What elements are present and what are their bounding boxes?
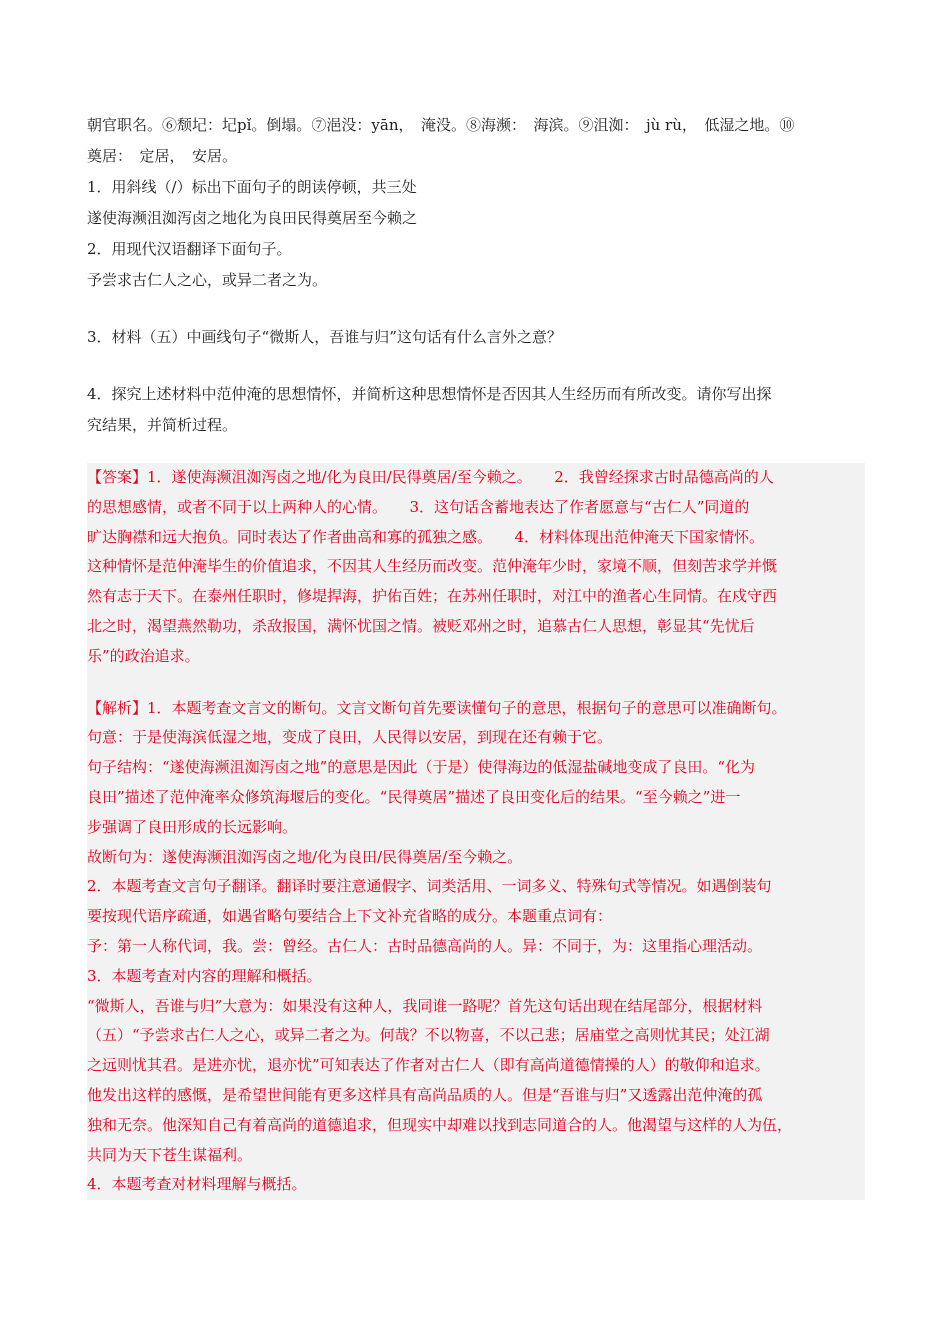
analysis-line: 共同为天下苍生谋福利。: [87, 1145, 253, 1164]
analysis-line: 2．本题考查文言句子翻译。翻译时要注意通假字、词类活用、一词多义、特殊句式等情况。如遇倒装句: [87, 877, 772, 896]
answer-line: 旷达胸襟和远大抱负。同时表达了作者曲高和寡的孤独之感。 4．材料体现出范仲淹天下国家情怀。: [87, 527, 765, 546]
analysis-line: 3．本题考查对内容的理解和概括。: [87, 966, 322, 985]
answer-line: 北之时，渴望燕然勒功，杀敌报国，满怀忧国之情。被贬邓州之时，追慕古仁人思想，彰显其“先忧后: [87, 616, 755, 635]
answer-line: 乐”的政治追求。: [87, 646, 200, 665]
analysis-line: 步强调了良田形成的长远影响。: [87, 817, 298, 836]
question-3: 3．材料（五）中画线句子“微斯人，吾谁与归”这句话有什么言外之意？: [87, 328, 562, 346]
question-2: 2．用现代汉语翻译下面句子。: [87, 240, 292, 258]
answer-line: 这种情怀是范仲淹毕生的价值追求，不因其人生经历而改变。范仲淹年少时，家境不顺，但刻苦求学并慨: [87, 557, 778, 576]
analysis-line: 他发出这样的感慨，是希望世间能有更多这样具有高尚品质的人。但是“吾谁与归”又透露出范仲淹的孤: [87, 1085, 763, 1104]
spacer: [87, 296, 865, 322]
analysis-line: 【解析】1．本题考查文言文的断句。文言文断句首先要读懂句子的意思，根据句子的意思可以准确断句。: [87, 698, 787, 717]
answer-analysis-block: [87, 463, 865, 1200]
question-1: 1．用斜线（/）标出下面句子的朗读停顿，共三处: [87, 178, 417, 196]
spacer: [87, 672, 865, 694]
spacer: [87, 441, 865, 463]
spacer: [87, 353, 865, 379]
question-2-sentence: 予尝求古仁人之心，或异二者之为。: [87, 271, 328, 289]
analysis-line: 良田”描述了范仲淹率众修筑海堰后的变化。“民得奠居”描述了良田变化后的结果。“至今赖之”进一: [87, 787, 741, 806]
answer-line: 的思想感情，或者不同于以上两种人的心情。 3．这句话含蓄地表达了作者愿意与“古仁人”同道的: [87, 497, 750, 516]
analysis-line: 故断句为：遂使海濒沮洳泻卤之地/化为良田/民得奠居/至今赖之。: [87, 847, 523, 866]
analysis-line: 要按现代语序疏通，如遇省略句要结合上下文补充省略的成分。本题重点词有：: [87, 907, 613, 926]
analysis-section: [87, 694, 865, 1201]
document-page: [87, 110, 865, 1200]
analysis-line: 4．本题考查对材料理解与概括。: [87, 1175, 307, 1194]
answer-line: 【答案】1．遂使海濒沮洳泻卤之地/化为良田/民得奠居/至今赖之。 2．我曾经探求古时品德高尚的人: [87, 468, 774, 486]
question-4-line-2: 究结果，并简析过程。: [87, 416, 238, 434]
question-4-line-1: 4．探究上述材料中范仲淹的思想情怀，并简析这种思想情怀是否因其人生经历而有所改变。请你写出探: [87, 385, 772, 403]
notes-line-2: 奠居： 定居， 安居。: [87, 147, 238, 165]
analysis-line: “微斯人，吾谁与归”大意为：如果没有这种人，我同谁一路呢？首先这句话出现在结尾部分，根据材料: [87, 996, 763, 1015]
analysis-line: 独和无奈。他深知自己有着高尚的道德追求，但现实中却难以找到志同道合的人。他渴望与这样的人为伍，: [87, 1115, 793, 1134]
notes-line-1: 朝官职名。⑥颓圮：圮pǐ。倒塌。⑦浥没：yān， 淹没。⑧海濒： 海滨。⑨沮洳： jù rù， 低湿之地。⑩: [87, 116, 795, 134]
answer-line: 然有志于天下。在泰州任职时，修堤捍海，护佑百姓；在苏州任职时，对江中的渔者心生同情。在戍守西: [87, 587, 778, 606]
question-1-sentence: 遂使海濒沮洳泻卤之地化为良田民得奠居至今赖之: [87, 209, 418, 227]
answer-section: [87, 463, 865, 672]
analysis-line: （五）“予尝求古仁人之心，或异二者之为。何哉？不以物喜，不以己悲；居庙堂之高则忧其民；处江湖: [87, 1026, 770, 1045]
analysis-line: 句子结构：“遂使海濒沮洳泻卤之地”的意思是因此（于是）使得海边的低湿盐碱地变成了良田。“化为: [87, 758, 756, 777]
analysis-line: 之远则忧其君。是进亦忧，退亦忧”可知表达了作者对古仁人（即有高尚道德情操的人）的敬仰和追求。: [87, 1056, 770, 1075]
analysis-line: 予：第一人称代词，我。尝：曾经。古仁人：古时品德高尚的人。异：不同于，为：这里指心理活动。: [87, 936, 763, 955]
analysis-line: 句意：于是使海滨低湿之地，变成了良田，人民得以安居，到现在还有赖于它。: [87, 728, 613, 747]
